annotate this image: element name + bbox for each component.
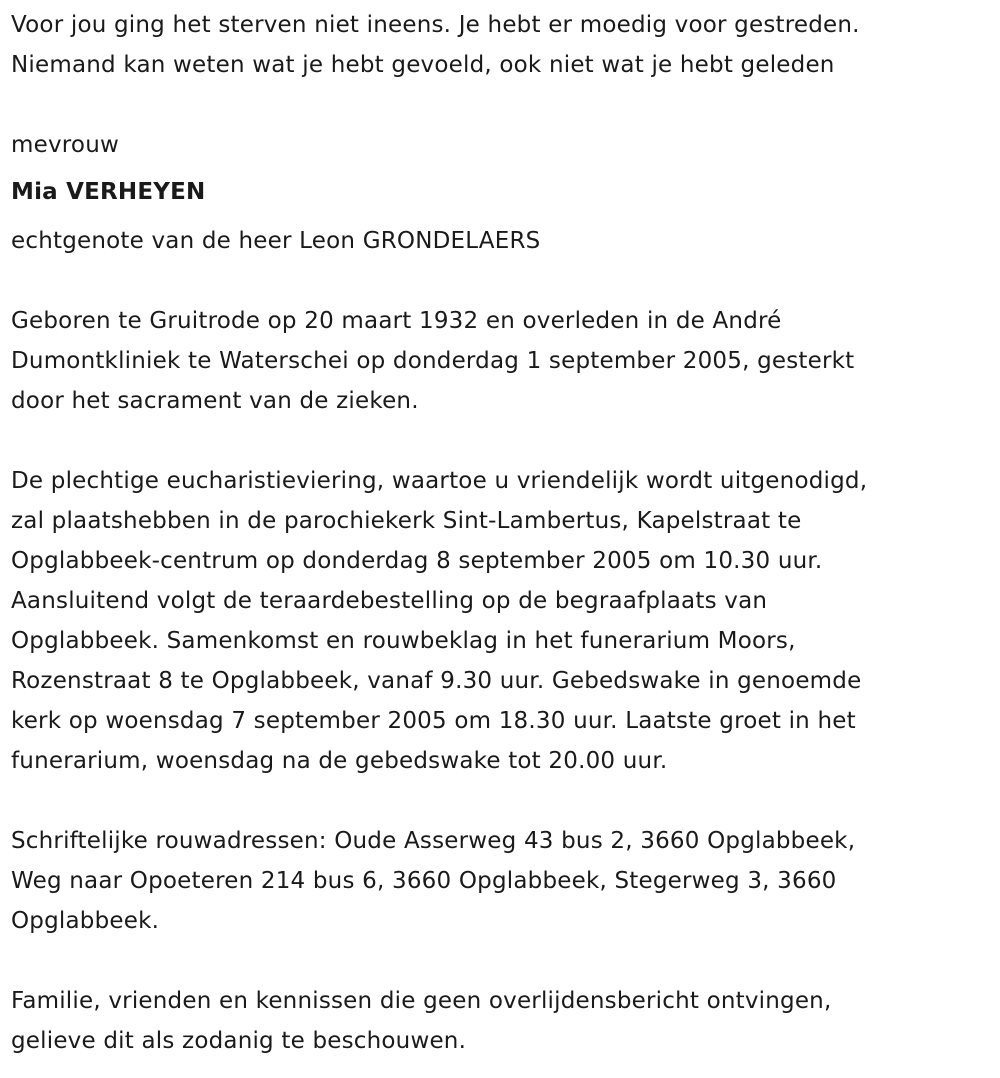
ceremony-line: Opglabbeek. Samenkomst en rouwbeklag in het funerarium Moors, (11, 628, 796, 654)
ceremony-line: Opglabbeek-centrum op donderdag 8 september 2005 om 10.30 uur. (11, 548, 823, 574)
closing-line: Familie, vrienden en kennissen die geen overlijdensbericht ontvingen, (11, 988, 832, 1014)
ceremony-line: Rozenstraat 8 te Opglabbeek, vanaf 9.30 uur. Gebedswake in genoemde (11, 668, 862, 694)
birth-death-line: Dumontkliniek te Waterschei op donderdag 1 september 2005, gesterkt (11, 348, 855, 374)
birth-death-line: door het sacrament van de zieken. (11, 388, 419, 414)
deceased-title: mevrouw (11, 132, 119, 158)
deceased-name: Mia VERHEYEN (11, 179, 206, 205)
birth-death-line: Geboren te Gruitrode op 20 maart 1932 en overleden in de André (11, 308, 782, 334)
address-line: Opglabbeek. (11, 908, 160, 934)
poem-line-2: Niemand kan weten wat je hebt gevoeld, ook niet wat je hebt geleden (11, 52, 835, 78)
ceremony-line: zal plaatshebben in de parochiekerk Sint-Lambertus, Kapelstraat te (11, 508, 802, 534)
ceremony-line: Aansluitend volgt de teraardebestelling op de begraafplaats van (11, 588, 768, 614)
ceremony-line: kerk op woensdag 7 september 2005 om 18.30 uur. Laatste groet in het (11, 708, 856, 734)
poem-line-1: Voor jou ging het sterven niet ineens. Je hebt er moedig voor gestreden. (11, 12, 860, 38)
ceremony-line: funerarium, woensdag na de gebedswake tot 20.00 uur. (11, 748, 668, 774)
ceremony-line: De plechtige eucharistieviering, waartoe u vriendelijk wordt uitgenodigd, (11, 468, 868, 494)
address-line: Schriftelijke rouwadressen: Oude Asserweg 43 bus 2, 3660 Opglabbeek, (11, 828, 856, 854)
deceased-spouse: echtgenote van de heer Leon GRONDELAERS (11, 228, 541, 254)
closing-line: gelieve dit als zodanig te beschouwen. (11, 1028, 467, 1054)
address-line: Weg naar Opoeteren 214 bus 6, 3660 Opglabbeek, Stegerweg 3, 3660 (11, 868, 837, 894)
